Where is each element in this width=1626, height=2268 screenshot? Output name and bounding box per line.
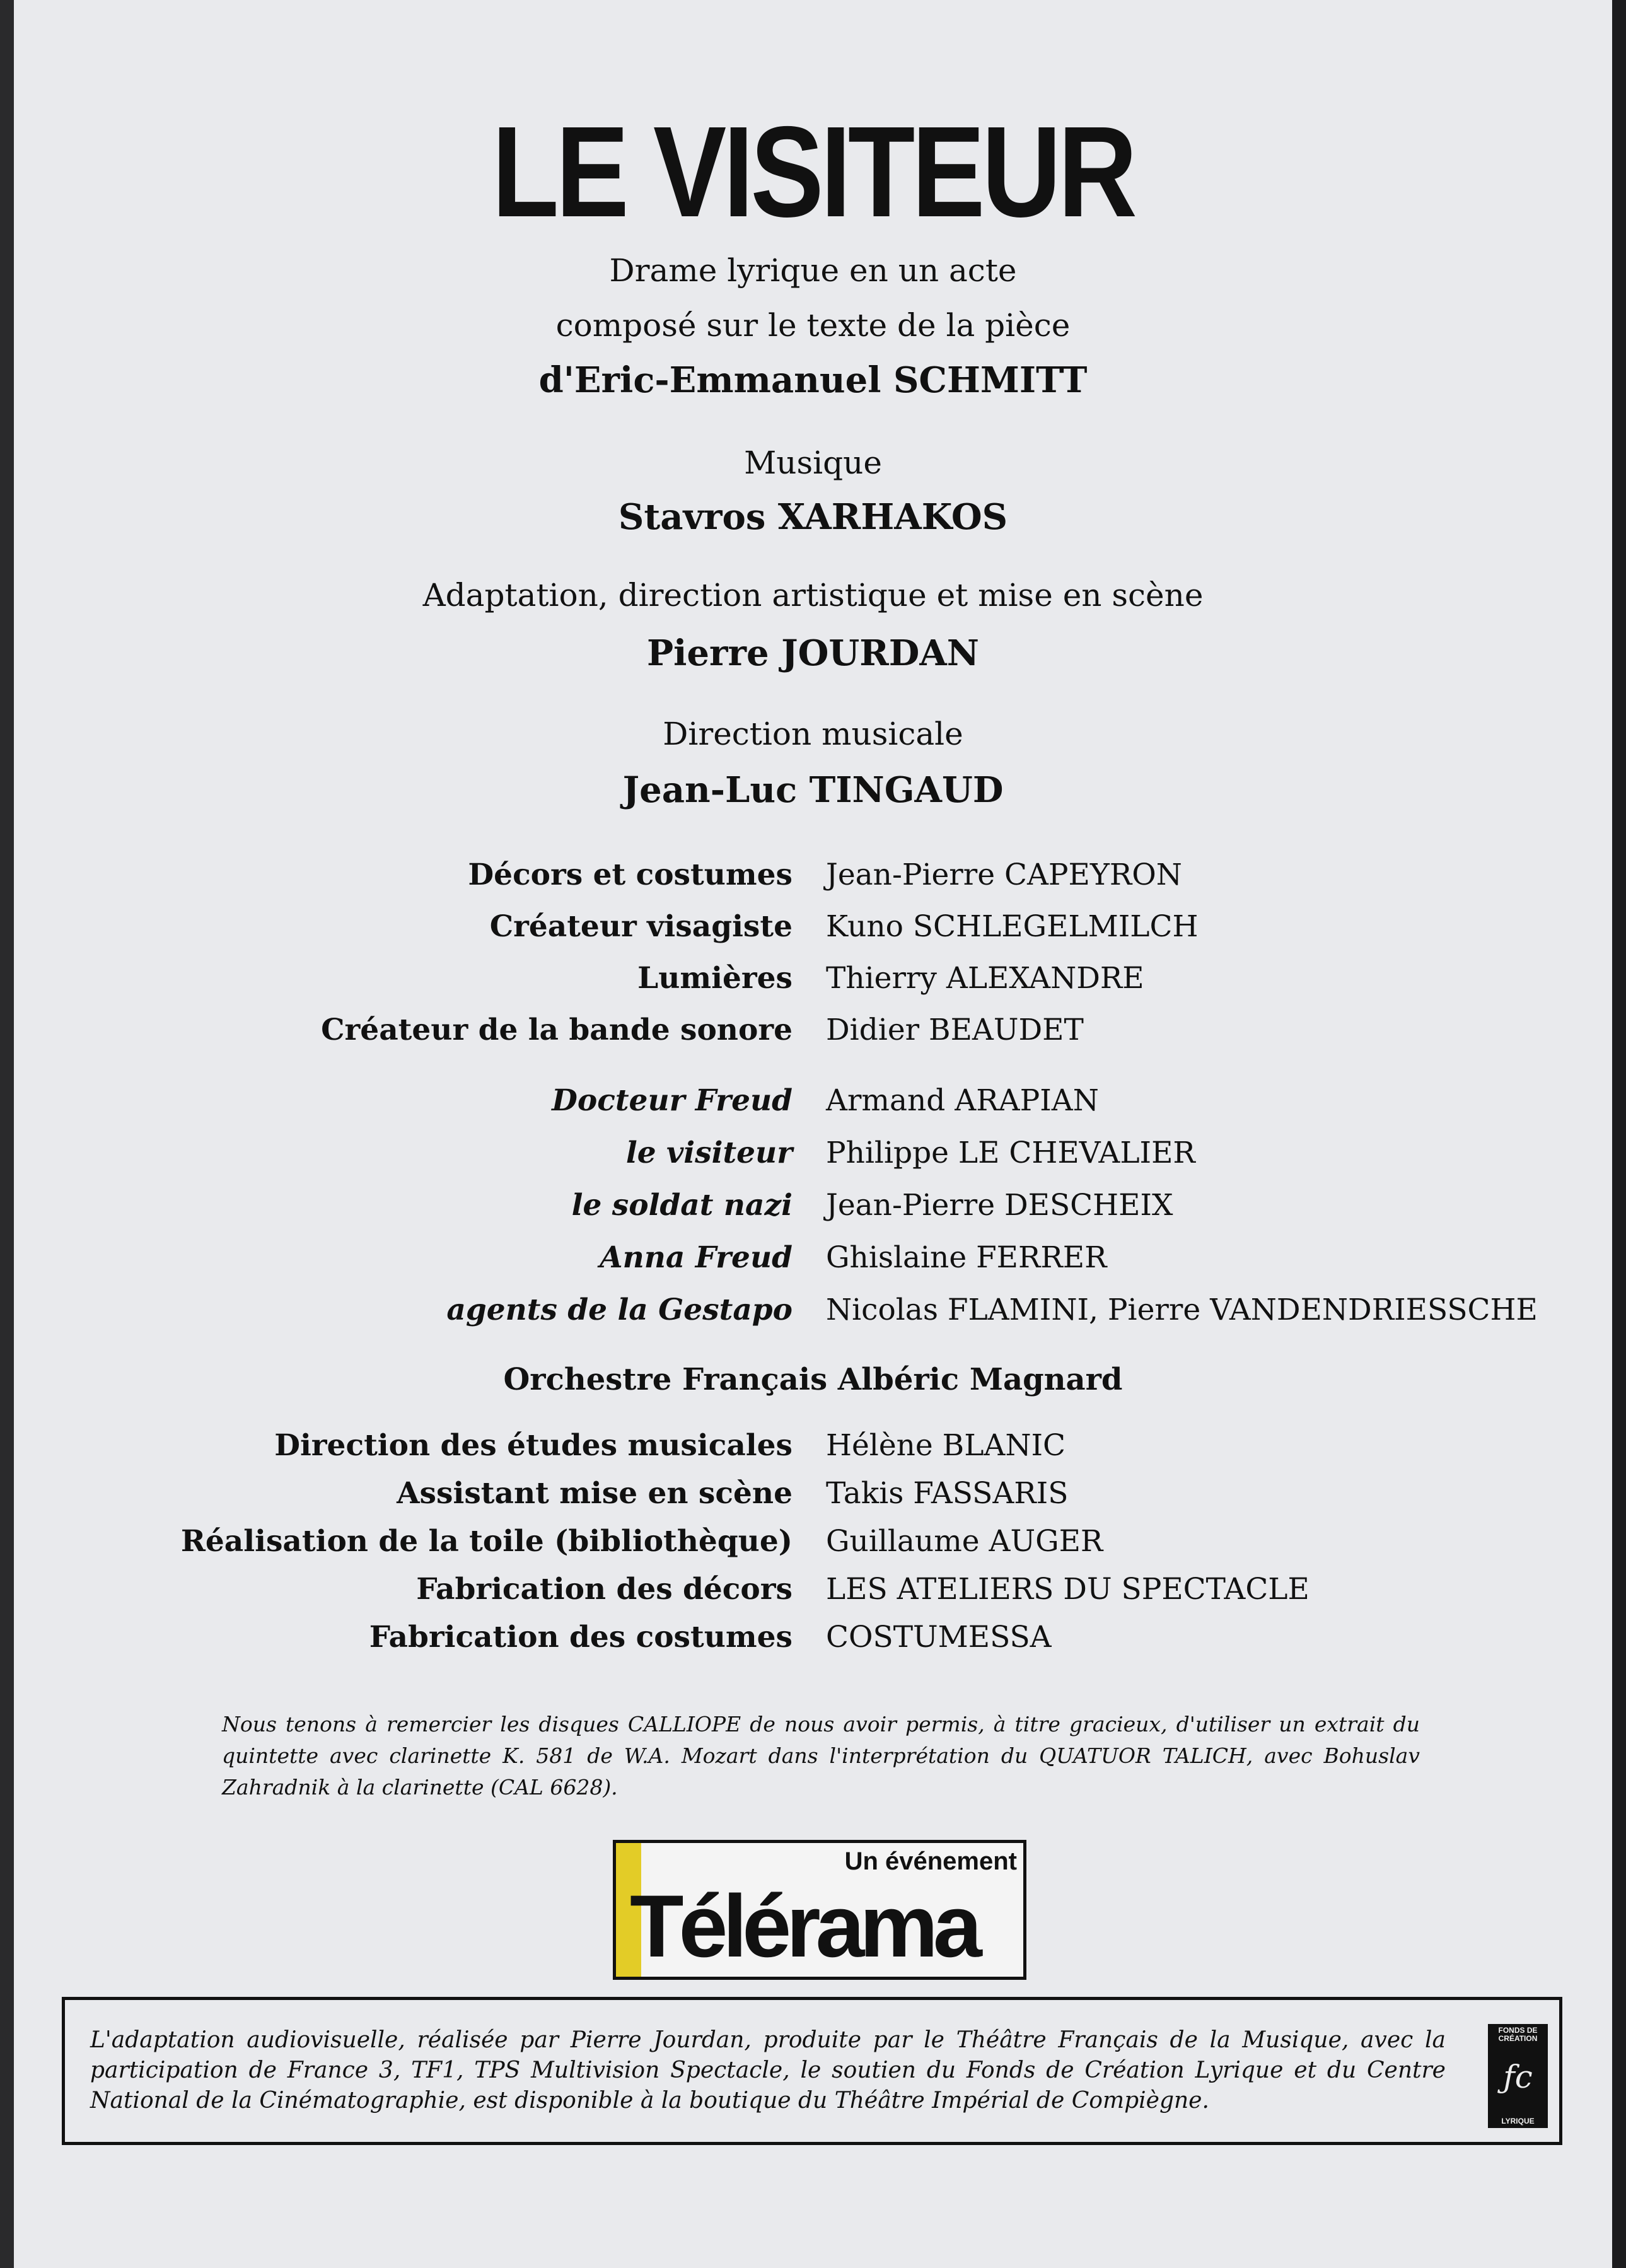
fonds-creation-lyrique-logo <box>1488 2024 1548 2128</box>
director: Pierre JOURDAN <box>647 632 979 674</box>
subtitle-genre: Drame lyrique en un acte <box>609 252 1017 289</box>
acknowledgement: Nous tenons à remercier les disques CALLIOPE de nous avoir permis, à titre gracieux, d'utiliser un extrait du quintette avec clarinette K. 581 de W.A. Mozart dans l'interprétation du QUATUOR TALICH, avec Bohuslav Zahradnik à la clarinette (CAL 6628). <box>222 1712 1420 1800</box>
credit-role: le soldat nazi <box>571 1188 793 1223</box>
credit-role: Fabrication des décors <box>416 1572 793 1607</box>
credit-name: LES ATELIERS DU SPECTACLE <box>826 1572 1310 1607</box>
fonds-logo-top: FONDS DE CRÉATION <box>1498 2026 1538 2043</box>
credit-row <box>14 1013 1612 1057</box>
staging-label: Adaptation, direction artistique et mise en scène <box>422 577 1204 614</box>
author: d'Eric-Emmanuel SCHMITT <box>538 359 1088 401</box>
credit-name: Ghislaine FERRER <box>826 1240 1107 1275</box>
program-page <box>14 0 1612 2268</box>
credit-name: Philippe LE CHEVALIER <box>826 1136 1195 1170</box>
credit-role: Lumières <box>637 961 793 996</box>
credit-row <box>14 1524 1612 1568</box>
credit-role: agents de la Gestapo <box>446 1293 793 1327</box>
credit-role: Décors et costumes <box>468 858 793 892</box>
credit-row <box>14 1083 1612 1127</box>
credit-row <box>14 1476 1612 1520</box>
credit-name: Takis FASSARIS <box>826 1476 1069 1511</box>
credit-role: Fabrication des costumes <box>369 1620 793 1654</box>
orchestra: Orchestre Français Albéric Magnard <box>503 1362 1123 1397</box>
credit-role: Direction des études musicales <box>274 1428 793 1463</box>
conductor-label: Direction musicale <box>663 716 963 752</box>
credit-name: Kuno SCHLEGELMILCH <box>826 909 1199 944</box>
notice-box <box>62 1997 1562 2145</box>
page-title: LE VISITEUR <box>492 100 1134 244</box>
credit-role: Docteur Freud <box>552 1083 793 1118</box>
credit-row <box>14 1428 1612 1472</box>
credit-row <box>14 961 1612 1005</box>
credit-role: le visiteur <box>625 1136 793 1170</box>
notice-text: L'adaptation audiovisuelle, réalisée par Pierre Jourdan, produite par le Théâtre Français de la Musique, avec la participation de France 3, TF1, TPS Multivision Spectacle, le soutien du Fonds de Création Lyrique et du Centre National de la Cinématographie, est disponible à la boutique du Théâtre Impérial de Compiègne. <box>90 2027 1446 2114</box>
telerama-logo <box>613 1840 1026 1980</box>
music-label: Musique <box>744 445 882 481</box>
credit-row <box>14 858 1612 902</box>
credit-name: Armand ARAPIAN <box>826 1083 1099 1118</box>
fonds-logo-symbol-icon: ƒc <box>1503 2059 1533 2095</box>
credit-name: Nicolas FLAMINI, Pierre VANDENDRIESSCHE <box>826 1293 1538 1327</box>
credit-role: Assistant mise en scène <box>397 1476 793 1511</box>
credit-row <box>14 1620 1612 1664</box>
credit-role: Créateur visagiste <box>489 909 793 944</box>
credit-name: Thierry ALEXANDRE <box>826 961 1144 996</box>
credit-row <box>14 1240 1612 1284</box>
credit-row <box>14 1572 1612 1616</box>
credit-name: COSTUMESSA <box>826 1620 1052 1654</box>
page-edge <box>1612 0 1626 2268</box>
credit-name: Guillaume AUGER <box>826 1524 1103 1559</box>
credit-row <box>14 909 1612 953</box>
credit-row <box>14 1136 1612 1180</box>
conductor: Jean-Luc TINGAUD <box>622 769 1004 811</box>
credit-name: Hélène BLANIC <box>826 1428 1066 1463</box>
credit-role: Anna Freud <box>600 1240 793 1275</box>
credit-row <box>14 1293 1612 1337</box>
subtitle-source: composé sur le texte de la pièce <box>555 307 1071 344</box>
credit-row <box>14 1188 1612 1232</box>
credit-name: Jean-Pierre DESCHEIX <box>826 1188 1173 1223</box>
credit-role: Créateur de la bande sonore <box>321 1013 793 1047</box>
credit-name: Jean-Pierre CAPEYRON <box>826 858 1182 892</box>
credit-role: Réalisation de la toile (bibliothèque) <box>180 1524 793 1559</box>
credit-name: Didier BEAUDET <box>826 1013 1084 1047</box>
composer: Stavros XARHAKOS <box>618 496 1008 538</box>
logo-tagline: Un événement <box>844 1847 1017 1875</box>
fonds-logo-bottom: LYRIQUE <box>1501 2117 1535 2126</box>
logo-brand: Télérama <box>630 1876 977 1975</box>
